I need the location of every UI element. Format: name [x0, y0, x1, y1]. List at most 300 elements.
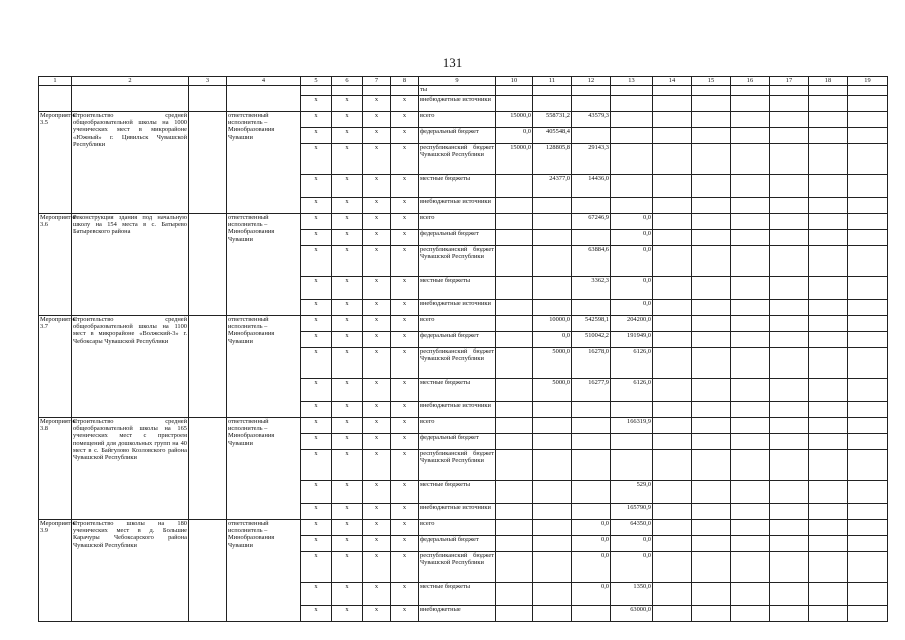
empty-cell — [809, 128, 848, 144]
empty-cell — [848, 214, 888, 230]
marker-cell — [332, 86, 363, 96]
empty-cell — [189, 214, 227, 316]
amount-cell: 24377,0 — [533, 175, 572, 198]
amount-cell: 0,0 — [611, 246, 653, 277]
empty-cell — [731, 402, 770, 418]
funding-source: федеральный бюджет — [419, 434, 496, 450]
empty-cell — [692, 418, 731, 434]
amount-cell: 0,0 — [496, 128, 533, 144]
empty-cell — [770, 175, 809, 198]
empty-cell — [809, 144, 848, 175]
marker-cell: х — [363, 198, 391, 214]
amount-cell — [572, 434, 611, 450]
funding-source: федеральный бюджет — [419, 128, 496, 144]
empty-cell — [692, 348, 731, 379]
marker-cell: х — [332, 536, 363, 552]
funding-source: местные бюджеты — [419, 175, 496, 198]
amount-cell — [611, 86, 653, 96]
empty-cell — [809, 379, 848, 402]
measure-code: Мероприятие 3.9 — [39, 520, 72, 622]
empty-cell — [731, 112, 770, 128]
funding-source: местные бюджеты — [419, 277, 496, 300]
amount-cell — [533, 504, 572, 520]
empty-cell — [809, 450, 848, 481]
marker-cell: х — [391, 481, 419, 504]
empty-cell — [770, 96, 809, 112]
amount-cell — [496, 481, 533, 504]
marker-cell: х — [332, 348, 363, 379]
amount-cell — [533, 246, 572, 277]
empty-cell — [809, 300, 848, 316]
marker-cell: х — [391, 198, 419, 214]
funding-source: республиканский бюджет Чувашской Республики — [419, 450, 496, 481]
empty-cell — [692, 402, 731, 418]
empty-cell — [653, 402, 692, 418]
empty-cell — [848, 96, 888, 112]
amount-cell — [572, 606, 611, 622]
amount-cell — [533, 402, 572, 418]
amount-cell — [496, 300, 533, 316]
marker-cell: х — [332, 552, 363, 583]
empty-cell — [653, 112, 692, 128]
empty-cell — [653, 144, 692, 175]
marker-cell: х — [332, 128, 363, 144]
empty-cell — [848, 606, 888, 622]
measure-name: Строительство школы на 180 ученических мест в д. Большие Карачуры Чебоксарского района Чувашской Республики — [72, 520, 189, 622]
empty-cell — [809, 316, 848, 332]
amount-cell — [611, 128, 653, 144]
empty-cell — [653, 198, 692, 214]
empty-cell — [692, 277, 731, 300]
empty-cell — [653, 450, 692, 481]
empty-cell — [848, 583, 888, 606]
marker-cell: х — [363, 175, 391, 198]
empty-cell — [731, 434, 770, 450]
amount-cell: 405548,4 — [533, 128, 572, 144]
empty-cell — [692, 86, 731, 96]
empty-cell — [653, 606, 692, 622]
amount-cell — [611, 198, 653, 214]
column-header: 1 — [39, 77, 72, 86]
amount-cell: 204200,0 — [611, 316, 653, 332]
funding-source: всего — [419, 520, 496, 536]
amount-cell — [496, 175, 533, 198]
marker-cell: х — [363, 230, 391, 246]
marker-cell: х — [332, 520, 363, 536]
amount-cell: 166319,9 — [611, 418, 653, 434]
marker-cell: х — [391, 583, 419, 606]
funding-source: всего — [419, 418, 496, 434]
marker-cell: х — [301, 316, 332, 332]
empty-cell — [848, 520, 888, 536]
empty-cell — [848, 332, 888, 348]
marker-cell: х — [332, 300, 363, 316]
empty-cell — [848, 175, 888, 198]
amount-cell — [496, 450, 533, 481]
empty-cell — [809, 606, 848, 622]
empty-cell — [731, 418, 770, 434]
measure-executor: ответственный исполнитель – Минобразования Чувашии — [227, 112, 301, 214]
amount-cell — [496, 418, 533, 434]
amount-cell — [572, 481, 611, 504]
measure-code: Мероприятие 3.7 — [39, 316, 72, 418]
funding-source: республиканский бюджет Чувашской Республики — [419, 552, 496, 583]
column-header: 12 — [572, 77, 611, 86]
marker-cell: х — [363, 552, 391, 583]
amount-cell — [572, 402, 611, 418]
measure-executor: ответственный исполнитель – Минобразования Чувашии — [227, 214, 301, 316]
column-header: 3 — [189, 77, 227, 86]
empty-cell — [770, 379, 809, 402]
marker-cell: х — [332, 418, 363, 434]
marker-cell: х — [391, 606, 419, 622]
amount-cell — [533, 520, 572, 536]
funding-source: федеральный бюджет — [419, 536, 496, 552]
marker-cell: х — [301, 583, 332, 606]
amount-cell: 542598,1 — [572, 316, 611, 332]
column-header: 17 — [770, 77, 809, 86]
column-header: 13 — [611, 77, 653, 86]
empty-cell — [770, 536, 809, 552]
marker-cell: х — [391, 402, 419, 418]
amount-cell — [611, 96, 653, 112]
marker-cell: х — [301, 379, 332, 402]
marker-cell: х — [301, 481, 332, 504]
empty-cell — [809, 86, 848, 96]
amount-cell: 0,0 — [572, 583, 611, 606]
funding-source: местные бюджеты — [419, 583, 496, 606]
marker-cell: х — [301, 418, 332, 434]
marker-cell: х — [332, 112, 363, 128]
empty-cell — [809, 96, 848, 112]
measure-code: Мероприятие 3.8 — [39, 418, 72, 520]
amount-cell — [496, 332, 533, 348]
amount-cell — [496, 86, 533, 96]
marker-cell: х — [363, 144, 391, 175]
measure-name: Строительство средней общеобразовательной школы на 165 ученических мест с пристроем помещений для дошкольных групп на 40 мест в с. Байгулово Козловского района Чувашской Республики — [72, 418, 189, 520]
marker-cell: х — [363, 214, 391, 230]
column-header: 16 — [731, 77, 770, 86]
amount-cell: 510042,2 — [572, 332, 611, 348]
empty-cell — [770, 520, 809, 536]
funding-source: внебюджетные источники — [419, 198, 496, 214]
marker-cell: х — [332, 332, 363, 348]
empty-cell — [770, 246, 809, 277]
amount-cell — [611, 402, 653, 418]
marker-cell: х — [301, 402, 332, 418]
marker-cell: х — [301, 332, 332, 348]
empty-cell — [653, 348, 692, 379]
measure-executor: ответственный исполнитель – Минобразования Чувашии — [227, 316, 301, 418]
empty-cell — [770, 504, 809, 520]
funding-source: ты — [419, 86, 496, 96]
empty-cell — [653, 379, 692, 402]
funding-source: внебюджетные источники — [419, 96, 496, 112]
marker-cell: х — [391, 144, 419, 175]
amount-cell — [533, 583, 572, 606]
marker-cell: х — [301, 348, 332, 379]
amount-cell — [496, 583, 533, 606]
amount-cell: 16278,0 — [572, 348, 611, 379]
marker-cell: х — [391, 434, 419, 450]
amount-cell — [572, 96, 611, 112]
funding-source: внебюджетные — [419, 606, 496, 622]
empty-cell — [653, 214, 692, 230]
empty-cell — [848, 434, 888, 450]
empty-cell — [848, 112, 888, 128]
empty-cell — [189, 316, 227, 418]
empty-cell — [731, 86, 770, 96]
amount-cell — [572, 230, 611, 246]
measure-executor: ответственный исполнитель – Минобразования Чувашии — [227, 418, 301, 520]
amount-cell — [496, 434, 533, 450]
measure-code: Мероприятие 3.5 — [39, 112, 72, 214]
marker-cell: х — [332, 277, 363, 300]
empty-cell — [770, 434, 809, 450]
marker-cell: х — [332, 379, 363, 402]
amount-cell: 16277,9 — [572, 379, 611, 402]
amount-cell — [533, 552, 572, 583]
empty-cell — [653, 583, 692, 606]
marker-cell: х — [301, 552, 332, 583]
marker-cell: х — [363, 481, 391, 504]
empty-cell — [692, 606, 731, 622]
amount-cell — [533, 277, 572, 300]
marker-cell: х — [363, 316, 391, 332]
amount-cell: 64350,0 — [611, 520, 653, 536]
empty-cell — [692, 246, 731, 277]
empty-cell — [653, 536, 692, 552]
empty-cell — [653, 332, 692, 348]
amount-cell — [533, 450, 572, 481]
empty-cell — [189, 520, 227, 622]
funding-source: всего — [419, 316, 496, 332]
empty-cell — [692, 198, 731, 214]
marker-cell: х — [391, 536, 419, 552]
marker-cell: х — [391, 246, 419, 277]
marker-cell: х — [363, 300, 391, 316]
marker-cell: х — [363, 96, 391, 112]
empty-cell — [692, 450, 731, 481]
marker-cell: х — [391, 552, 419, 583]
marker-cell: х — [363, 583, 391, 606]
marker-cell: х — [391, 418, 419, 434]
amount-cell — [496, 348, 533, 379]
empty-cell — [809, 230, 848, 246]
marker-cell — [391, 86, 419, 96]
empty-cell — [692, 583, 731, 606]
amount-cell: 43579,3 — [572, 112, 611, 128]
empty-cell — [692, 536, 731, 552]
marker-cell: х — [332, 144, 363, 175]
marker-cell: х — [391, 230, 419, 246]
amount-cell — [533, 86, 572, 96]
amount-cell: 0,0 — [572, 536, 611, 552]
marker-cell: х — [363, 128, 391, 144]
marker-cell: х — [363, 536, 391, 552]
empty-cell — [731, 230, 770, 246]
funding-source: местные бюджеты — [419, 481, 496, 504]
amount-cell — [572, 300, 611, 316]
empty-cell — [848, 246, 888, 277]
measure-name: Строительство средней общеобразовательной школы на 1100 мест в микрорайоне «Волжский-3» г. Чебоксары Чувашской Республики — [72, 316, 189, 418]
empty-cell — [692, 96, 731, 112]
empty-cell — [731, 214, 770, 230]
amount-cell: 191949,0 — [611, 332, 653, 348]
amount-cell: 128805,8 — [533, 144, 572, 175]
marker-cell: х — [391, 450, 419, 481]
empty-cell — [770, 198, 809, 214]
column-header: 10 — [496, 77, 533, 86]
empty-cell — [848, 277, 888, 300]
empty-cell — [809, 536, 848, 552]
funding-source: республиканский бюджет Чувашской Республики — [419, 144, 496, 175]
empty-cell — [770, 583, 809, 606]
empty-cell — [731, 332, 770, 348]
measure-executor: ответственный исполнитель – Минобразования Чувашии — [227, 520, 301, 622]
amount-cell — [496, 379, 533, 402]
marker-cell: х — [363, 246, 391, 277]
marker-cell: х — [301, 606, 332, 622]
amount-cell — [533, 606, 572, 622]
amount-cell: 3362,3 — [572, 277, 611, 300]
amount-cell — [572, 504, 611, 520]
empty-cell — [848, 230, 888, 246]
marker-cell: х — [301, 246, 332, 277]
amount-cell — [611, 112, 653, 128]
amount-cell — [533, 230, 572, 246]
amount-cell — [496, 198, 533, 214]
marker-cell: х — [363, 504, 391, 520]
marker-cell: х — [391, 379, 419, 402]
empty-cell — [692, 481, 731, 504]
empty-cell — [809, 481, 848, 504]
marker-cell: х — [391, 96, 419, 112]
table-row — [39, 86, 888, 96]
marker-cell: х — [391, 316, 419, 332]
column-header: 19 — [848, 77, 888, 86]
amount-cell — [533, 434, 572, 450]
amount-cell: 529,0 — [611, 481, 653, 504]
amount-cell — [496, 536, 533, 552]
empty-cell — [731, 198, 770, 214]
amount-cell — [496, 504, 533, 520]
amount-cell — [496, 520, 533, 536]
amount-cell — [572, 418, 611, 434]
empty-cell — [731, 128, 770, 144]
marker-cell — [363, 86, 391, 96]
marker-cell: х — [363, 348, 391, 379]
empty-cell — [731, 504, 770, 520]
amount-cell — [572, 450, 611, 481]
empty-cell — [848, 379, 888, 402]
empty-cell — [848, 316, 888, 332]
table-row — [39, 520, 888, 536]
marker-cell: х — [301, 214, 332, 230]
empty-cell — [653, 230, 692, 246]
marker-cell: х — [332, 402, 363, 418]
empty-cell — [770, 402, 809, 418]
funding-source: всего — [419, 214, 496, 230]
amount-cell — [533, 214, 572, 230]
empty-cell — [731, 552, 770, 583]
empty-cell — [770, 112, 809, 128]
empty-cell — [653, 175, 692, 198]
amount-cell — [496, 552, 533, 583]
empty-cell — [189, 418, 227, 520]
amount-cell: 14436,0 — [572, 175, 611, 198]
funding-source: внебюджетные источники — [419, 402, 496, 418]
marker-cell: х — [301, 300, 332, 316]
funding-source: республиканский бюджет Чувашской Республики — [419, 246, 496, 277]
empty-cell — [731, 246, 770, 277]
empty-cell — [731, 583, 770, 606]
empty-cell — [809, 175, 848, 198]
marker-cell: х — [332, 583, 363, 606]
empty-cell — [809, 520, 848, 536]
amount-cell: 63000,0 — [611, 606, 653, 622]
empty-cell — [731, 536, 770, 552]
marker-cell: х — [363, 402, 391, 418]
amount-cell: 6126,0 — [611, 348, 653, 379]
empty-cell — [848, 86, 888, 96]
empty-cell — [809, 552, 848, 583]
marker-cell: х — [332, 198, 363, 214]
empty-cell — [848, 128, 888, 144]
marker-cell: х — [332, 606, 363, 622]
amount-cell — [572, 86, 611, 96]
empty-cell — [731, 348, 770, 379]
empty-cell — [692, 316, 731, 332]
empty-cell — [809, 112, 848, 128]
empty-cell — [731, 481, 770, 504]
empty-cell — [848, 300, 888, 316]
marker-cell: х — [301, 96, 332, 112]
empty-cell — [731, 379, 770, 402]
marker-cell: х — [391, 300, 419, 316]
empty-cell — [653, 128, 692, 144]
marker-cell: х — [301, 128, 332, 144]
empty-cell — [653, 481, 692, 504]
empty-cell — [653, 418, 692, 434]
amount-cell: 0,0 — [572, 552, 611, 583]
marker-cell: х — [332, 96, 363, 112]
marker-cell: х — [391, 175, 419, 198]
marker-cell: х — [332, 175, 363, 198]
marker-cell — [301, 86, 332, 96]
empty-cell — [692, 504, 731, 520]
amount-cell: 0,0 — [611, 277, 653, 300]
marker-cell: х — [363, 332, 391, 348]
amount-cell — [611, 144, 653, 175]
empty-cell — [770, 450, 809, 481]
empty-cell — [770, 277, 809, 300]
amount-cell: 15000,0 — [496, 144, 533, 175]
marker-cell: х — [391, 214, 419, 230]
marker-cell: х — [391, 520, 419, 536]
empty-cell — [809, 434, 848, 450]
amount-cell — [611, 175, 653, 198]
marker-cell: х — [301, 230, 332, 246]
empty-cell — [770, 481, 809, 504]
amount-cell: 0,0 — [611, 536, 653, 552]
empty-cell — [653, 434, 692, 450]
empty-cell — [809, 277, 848, 300]
amount-cell — [496, 246, 533, 277]
measure-name: Строительство средней общеобразовательной школы на 1000 ученических мест в микрорайоне «Южный» г. Цивильск Чувашской Республики — [72, 112, 189, 214]
funding-source: федеральный бюджет — [419, 230, 496, 246]
amount-cell: 5000,0 — [533, 348, 572, 379]
